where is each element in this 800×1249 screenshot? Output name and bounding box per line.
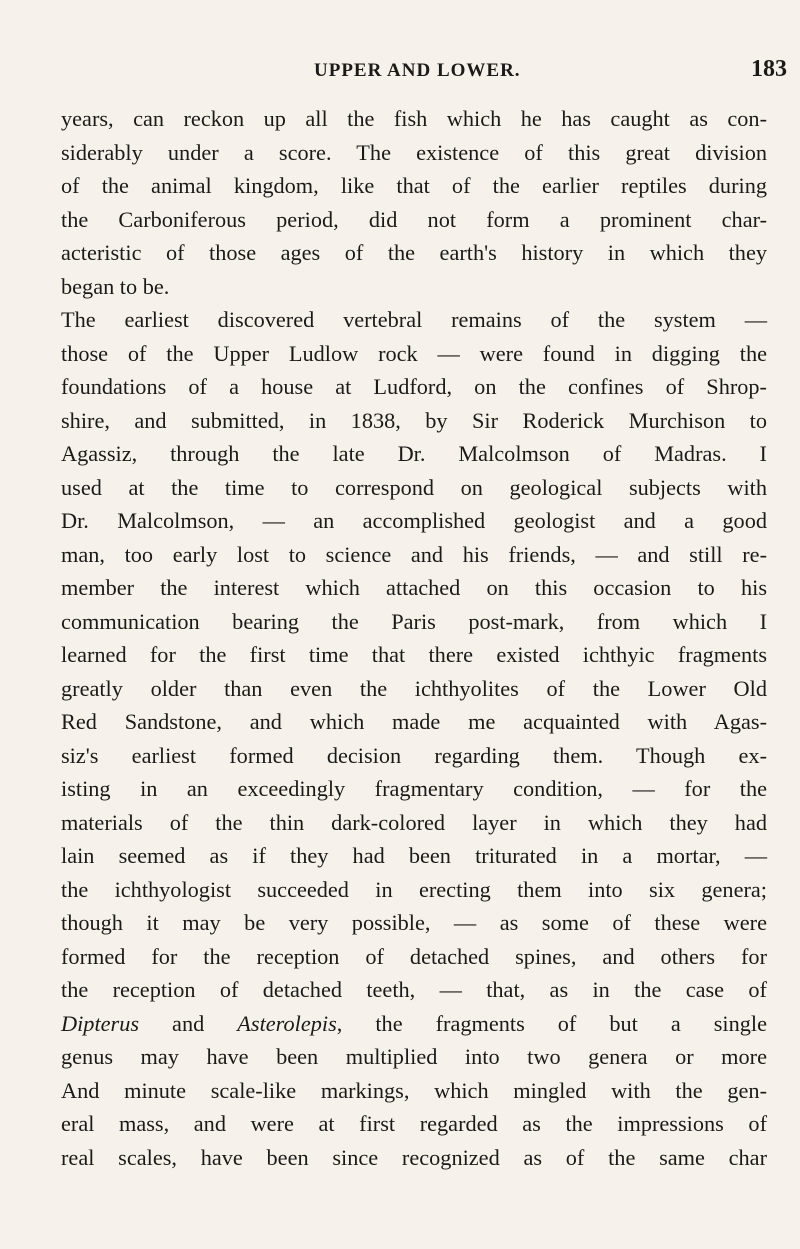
text-line: Dr. Malcolmson, — an accomplished geologist and a good	[61, 508, 767, 533]
text-line: materials of the thin dark-colored layer in which they had	[61, 809, 767, 835]
text-line: though it may be very possible, — as some of these were	[61, 910, 767, 935]
text-line: acteristic of those ages of the earth's history in which they	[61, 240, 767, 265]
body-text	[61, 102, 767, 1174]
text-line: learned for the first time that there existed ichthyic fragments	[61, 642, 767, 667]
text-line: siderably under a score. The existence of this great division	[61, 139, 767, 165]
text-line: Red Sandstone, and which made me acquainted with Agas-	[61, 709, 767, 734]
text-line: isting in an exceedingly fragmentary condition, — for the	[61, 776, 767, 801]
text-line: foundations of a house at Ludford, on the confines of Shrop-	[61, 374, 767, 399]
text-line: the reception of detached teeth, — that, as in the case of	[61, 977, 767, 1002]
text-line: lain seemed as if they had been triturated in a mortar, —	[61, 843, 767, 868]
text-line: of the animal kingdom, like that of the earlier reptiles during	[61, 173, 767, 198]
text-line: used at the time to correspond on geological subjects with	[61, 474, 767, 500]
running-title: UPPER AND LOWER.	[314, 60, 521, 81]
running-head	[0, 56, 800, 90]
text-line: Agassiz, through the late Dr. Malcolmson of Madras. I	[61, 441, 767, 466]
text-line-italic-names: Dipterus and Asterolepis, the fragments of but a single	[61, 1010, 768, 1036]
text-line: the Carboniferous period, did not form a prominent char-	[61, 206, 767, 232]
text-line: The earliest discovered vertebral remains of the system —	[61, 307, 767, 332]
page-number: 183	[751, 56, 787, 82]
text-line: greatly older than even the ichthyolites of the Lower Old	[61, 675, 767, 701]
text-line: real scales, have been since recognized as of the same char	[61, 1144, 767, 1170]
text-line: communication bearing the Paris post-mark, from which I	[61, 608, 767, 634]
text-line: And minute scale-like markings, which mingled with the gen-	[61, 1077, 767, 1103]
text-line: the ichthyologist succeeded in erecting them into six genera;	[61, 876, 767, 902]
text-line: eral mass, and were at first regarded as the impressions of	[61, 1111, 767, 1136]
text-line: siz's earliest formed decision regarding them. Though ex-	[61, 742, 767, 768]
text-line: years, can reckon up all the fish which he has caught as con-	[61, 106, 767, 131]
text-line: began to be.	[61, 273, 170, 299]
text-line: member the interest which attached on this occasion to his	[61, 575, 767, 600]
text-line: formed for the reception of detached spines, and others for	[61, 943, 767, 969]
text-line: man, too early lost to science and his friends, — and still re-	[61, 541, 767, 567]
text-line: those of the Upper Ludlow rock — were found in digging the	[61, 340, 767, 366]
text-line: genus may have been multiplied into two genera or more	[61, 1044, 767, 1069]
text-line: shire, and submitted, in 1838, by Sir Roderick Murchison to	[61, 407, 767, 433]
